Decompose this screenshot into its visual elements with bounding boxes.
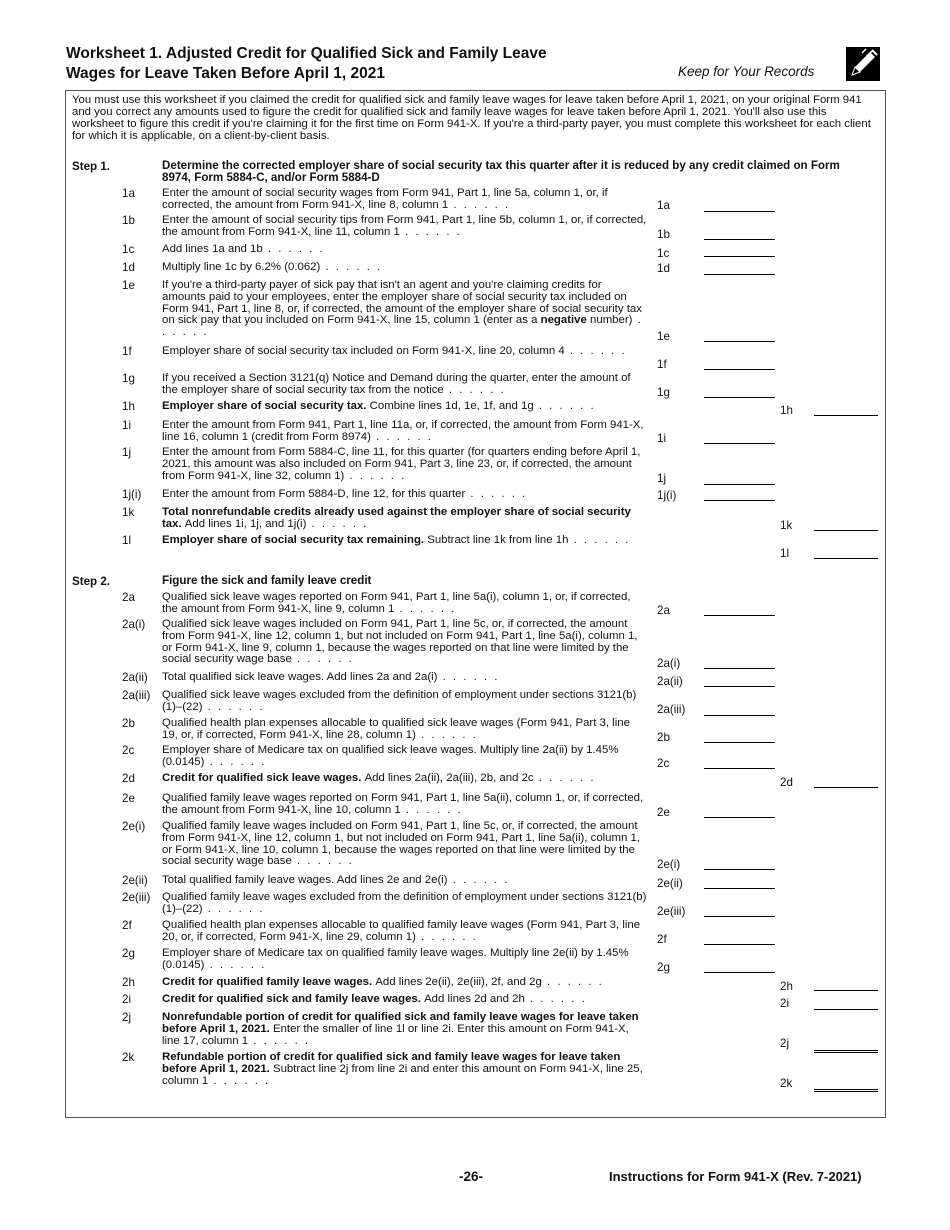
line-number: 2e(i) [122,820,146,833]
amount-entry-field[interactable] [704,817,775,818]
leader-dots: . . . . . . [162,314,643,339]
line-description: Add lines 1a and 1b . . . . . . [162,243,325,255]
line-description: Enter the amount from Form 5884-C, line 11, for this quarter (for quarters ending before April 1, 2021, this amount was also included on Form 941, Part 3, line 23, or, if corrected, the amount from Form 941-X, line 32, column 1) . . . . . . [162,446,641,482]
line-number: 2e(ii) [122,874,148,887]
line-reference: 2k [780,1077,793,1090]
line-description-bold: Credit for qualified sick and family leave wages. [162,993,425,1005]
amount-entry-field[interactable] [814,990,878,991]
leader-dots: . . . . . . [320,261,383,273]
line-description: Credit for qualified sick and family leave wages. Add lines 2d and 2h . . . . . . [162,993,587,1005]
line-description: Refundable portion of credit for qualified sick and family leave wages for leave taken before April 1, 2021. Subtract line 2j from line 2i and enter this amount on Form 941-X, line 25, column 1 . . . . . . [162,1051,643,1087]
amount-entry-field[interactable] [814,1089,878,1092]
amount-entry-field[interactable] [704,888,775,889]
leader-dots: . . . . . . [394,602,457,615]
line-description: Employer share of social security tax remaining. Subtract line 1k from line 1h . . . . . . [162,534,631,546]
leader-dots: . . . . . . [443,383,506,396]
line-reference: 1j(i) [657,489,677,502]
line-number: 1h [122,400,135,413]
leader-dots: . . . . . . [465,488,528,500]
line-description: Qualified health plan expenses allocable to qualified sick leave wages (Form 941, Part 3, line 19, or, if corrected, Form 941-X, line 28, column 1) . . . . . . [162,717,630,741]
line-number: 1e [122,279,135,292]
line-description-bold: Refundable portion of credit for qualified sick and family leave wages for leave taken before April 1, 2021. [162,1051,621,1075]
line-reference: 1b [657,228,670,241]
line-description: Credit for qualified family leave wages. Add lines 2e(ii), 2e(iii), 2f, and 2g . . . . . . [162,976,604,988]
line-description: Employer share of social security tax. Combine lines 1d, 1e, 1f, and 1g . . . . . . [162,400,596,412]
line-description-bold: Employer share of social security tax. [162,400,370,412]
line-reference: 2d [780,776,793,789]
leader-dots: . . . . . . [448,198,511,211]
line-number: 2g [122,947,135,960]
amount-entry-field[interactable] [814,415,878,416]
leader-dots: . . . . . . [400,803,463,816]
line-description: Total nonrefundable credits already used against the employer share of social security tax. Add lines 1i, 1j, and 1j(i) . . . . . . [162,506,631,530]
line-number: 2f [122,919,132,932]
amount-entry-field[interactable] [704,443,775,444]
line-reference: 1e [657,330,670,343]
leader-dots: . . . . . . [208,1074,271,1087]
line-reference: 2e(i) [657,858,681,871]
line-description: Employer share of social security tax included on Form 941-X, line 20, column 4 . . . . . . [162,345,627,357]
worksheet-title-line1: Worksheet 1. Adjusted Credit for Qualified Sick and Family Leave [66,45,547,62]
line-number: 1g [122,372,135,385]
line-description: Employer share of Medicare tax on qualified family leave wages. Multiply line 2e(ii) by 1.45% (0.0145) . . . . . . [162,947,629,971]
line-number: 2a(i) [122,618,146,631]
amount-entry-field[interactable] [704,397,775,398]
line-number: 2b [122,717,135,730]
footer-form-reference: Instructions for Form 941-X (Rev. 7-2021) [609,1169,862,1184]
worksheet-instructions: You must use this worksheet if you claimed the credit for qualified sick and family leave wages for leave taken before April 1, 2021, on your original Form 941 and you correct any amounts used to figure the credit for qualified sick and family leave wages for leave taken before April 1, 2021. You'll also use this worksheet to figure this credit if you're claiming it for the first time on Form 941-X. If you're a third-party payer, you must complete this worksheet for each client for which it is applicable, on a client-by-client basis. [72,94,871,142]
leader-dots: . . . . . . [204,958,267,971]
line-reference: 1j [657,472,667,485]
step-label: Step 2. [72,575,111,588]
amount-entry-field[interactable] [814,1009,878,1010]
line-reference: 1c [657,247,670,260]
step-title: Figure the sick and family leave credit [162,574,372,587]
leader-dots: . . . . . . [533,400,596,412]
line-description: Multiply line 1c by 6.2% (0.062) . . . . . . [162,261,383,273]
line-number: 2a(ii) [122,671,148,684]
leader-dots: . . . . . . [564,345,627,357]
line-reference: 1d [657,262,670,275]
step-title: Determine the corrected employer share of social security tax this quarter after it is reduced by any credit claimed on Form 8974, Form 5884-C, and/or Form 5884-D [162,159,840,184]
line-reference: 2c [657,757,670,770]
line-number: 1b [122,214,135,227]
line-reference: 2e(ii) [657,877,683,890]
leader-dots: . . . . . . [415,728,478,741]
leader-dots: . . . . . . [306,517,369,530]
keep-for-records: Keep for Your Records [678,64,815,79]
line-reference: 2a(iii) [657,703,686,716]
line-number: 2d [122,772,135,785]
amount-entry-field[interactable] [704,686,775,687]
amount-entry-field[interactable] [704,668,775,669]
leader-dots: . . . . . . [291,855,354,868]
leader-dots: . . . . . . [437,671,500,683]
amount-entry-field[interactable] [704,916,775,917]
line-number: 1i [122,419,132,432]
leader-dots: . . . . . . [524,993,587,1005]
amount-entry-field[interactable] [704,274,775,275]
amount-entry-field[interactable] [704,742,775,743]
line-description: Total qualified family leave wages. Add lines 2e and 2e(i) . . . . . . [162,874,510,886]
line-number: 2e(iii) [122,891,151,904]
line-description: Qualified health plan expenses allocable to qualified family leave wages (Form 941, Part 3, line 20, or, if corrected, Form 941-X, line 29, column 1) . . . . . . [162,919,641,943]
line-reference: 2h [780,980,793,993]
amount-entry-field[interactable] [704,615,775,616]
line-number: 1j [122,446,132,459]
line-description: Enter the amount of social security tips from Form 941, Part 1, line 5b, column 1, or, if corrected, the amount from Form 941-X, line 11, column 1 . . . . . . [162,214,647,238]
line-number: 1a [122,187,135,200]
amount-entry-field[interactable] [704,369,775,370]
leader-dots: . . . . . . [248,1034,311,1047]
line-description-bold: Nonrefundable portion of credit for qualified sick and family leave wages for leave taken before April 1, 2021. [162,1011,639,1035]
line-number: 1l [122,534,132,547]
line-reference: 1i [657,432,667,445]
line-description-bold: negative [540,314,587,327]
leader-dots: . . . . . . [533,772,596,784]
amount-entry-field[interactable] [704,211,775,212]
line-number: 2k [122,1051,135,1064]
line-description-bold: Employer share of social security tax remaining. [162,534,428,546]
line-reference: 2a(ii) [657,675,683,688]
leader-dots: . . . . . . [370,430,433,443]
line-description: Enter the amount from Form 5884-D, line 12, for this quarter . . . . . . [162,488,528,500]
leader-dots: . . . . . . [202,700,265,713]
line-reference: 2j [780,1037,790,1050]
line-number: 2c [122,744,135,757]
line-number: 2a(iii) [122,689,151,702]
line-description: Nonrefundable portion of credit for qualified sick and family leave wages for leave taken before April 1, 2021. Enter the smaller of line 1l or line 2i. Enter this amount on Form 941-X, line 17, column 1 . . . . . . [162,1011,639,1047]
line-description: Qualified family leave wages included on Form 941, Part 1, line 5c, or, if corrected, the amount from Form 941-X, line 12, column 1, but not included on Form 941, Part 1, line 5a(ii), column 1, or Form 941-X, line 10, column 1, because the wages reported on that line were limited by the social security wage base . . . . . . [162,820,641,868]
amount-entry-field[interactable] [814,530,878,531]
line-reference: 2e [657,806,670,819]
amount-entry-field[interactable] [704,869,775,870]
line-description: Employer share of Medicare tax on qualified sick leave wages. Multiply line 2a(ii) by 1.45% (0.0145) . . . . . . [162,744,619,768]
leader-dots: . . . . . . [541,976,604,988]
line-reference: 2f [657,933,667,946]
leader-dots: . . . . . . [399,225,462,238]
line-description: Qualified sick leave wages reported on Form 941, Part 1, line 5a(i), column 1, or, if corrected, the amount from Form 941-X, line 9, column 1 . . . . . . [162,591,631,615]
line-description: Enter the amount of social security wages from Form 941, Part 1, line 5a, column 1, or, if corrected, the amount from Form 941-X, line 8, column 1 . . . . . . [162,187,608,211]
step-label: Step 1. [72,160,111,173]
leader-dots: . . . . . . [262,243,325,255]
line-reference: 1g [657,386,670,399]
line-reference: 2a [657,604,670,617]
page-number: -26- [459,1169,484,1184]
line-number: 1k [122,506,135,519]
line-number: 2a [122,591,135,604]
amount-entry-field[interactable] [704,500,775,501]
line-description: Total qualified sick leave wages. Add lines 2a and 2a(i) . . . . . . [162,671,500,683]
amount-entry-field[interactable] [704,341,775,342]
amount-entry-field[interactable] [704,715,775,716]
amount-entry-field[interactable] [704,972,775,973]
line-description-bold: Total nonrefundable credits already used against the employer share of social security tax. [162,506,631,530]
amount-entry-field[interactable] [704,239,775,240]
line-description-bold: Credit for qualified family leave wages. [162,976,376,988]
line-number: 1j(i) [122,488,142,501]
leader-dots: . . . . . . [291,653,354,666]
line-description: Enter the amount from Form 941, Part 1, line 11a, or, if corrected, the amount from Form 941-X, line 16, column 1 (credit from Form 8974) . . . . . . [162,419,644,443]
line-reference: 1l [780,547,790,560]
line-number: 1d [122,261,135,274]
line-number: 2j [122,1011,132,1024]
worksheet-title-line2: Wages for Leave Taken Before April 1, 2021 [66,65,386,82]
line-description: Qualified family leave wages reported on Form 941, Part 1, line 5a(ii), column 1, or, if corrected, the amount from Form 941-X, line 10, column 1 . . . . . . [162,792,644,816]
line-number: 2h [122,976,135,989]
leader-dots: . . . . . . [447,874,510,886]
line-reference: 1f [657,358,667,371]
line-reference: 2i [780,997,790,1010]
line-reference: 1k [780,519,793,532]
line-number: 1f [122,345,132,358]
line-description: Qualified family leave wages excluded from the definition of employment under sections 3121(b)(1)–(22) . . . . . . [162,891,647,915]
line-description: Credit for qualified sick leave wages. Add lines 2a(ii), 2a(iii), 2b, and 2c . . . . . . [162,772,596,784]
line-reference: 1h [780,404,793,417]
leader-dots: . . . . . . [415,930,478,943]
line-description-bold: Credit for qualified sick leave wages. [162,772,365,784]
amount-entry-field[interactable] [814,558,878,559]
amount-entry-field[interactable] [814,1050,878,1053]
amount-entry-field[interactable] [704,944,775,945]
line-description: If you received a Section 3121(q) Notice and Demand during the quarter, enter the amount of the employer share of social security tax from the notice . . . . . . [162,372,631,396]
leader-dots: . . . . . . [568,534,631,546]
line-description: Qualified sick leave wages excluded from the definition of employment under sections 3121(b)(1)–(22) . . . . . . [162,689,637,713]
amount-entry-field[interactable] [704,484,775,485]
amount-entry-field[interactable] [814,787,878,788]
leader-dots: . . . . . . [344,469,407,482]
leader-dots: . . . . . . [204,755,267,768]
amount-entry-field[interactable] [704,768,775,769]
line-reference: 2b [657,731,670,744]
line-number: 2e [122,792,135,805]
line-reference: 1a [657,199,670,212]
line-description: If you're a third-party payer of sick pay that isn't an agent and you're claiming credits for amounts paid to your employees, enter the employer share of social security tax included on Form 941, Part 1, line 8, or, if corrected, the amount of the employer share of social security tax on sick pay that you included on Form 941-X, line 15, column 1 (enter as a negative number) . . . . . . [162,279,643,339]
line-reference: 2e(iii) [657,905,686,918]
line-reference: 2a(i) [657,657,681,670]
line-description: Qualified sick leave wages included on Form 941, Part 1, line 5c, or, if corrected, the amount from Form 941-X, line 12, column 1, but not included on Form 941, Part 1, line 5a(i), column 1, or Form 941-X, line 9, column 1, because the wages reported on that line were limited by the social security wage base . . . . . . [162,618,638,666]
amount-entry-field[interactable] [704,256,775,257]
line-reference: 2g [657,961,670,974]
line-number: 2i [122,993,132,1006]
line-number: 1c [122,243,135,256]
leader-dots: . . . . . . [202,902,265,915]
